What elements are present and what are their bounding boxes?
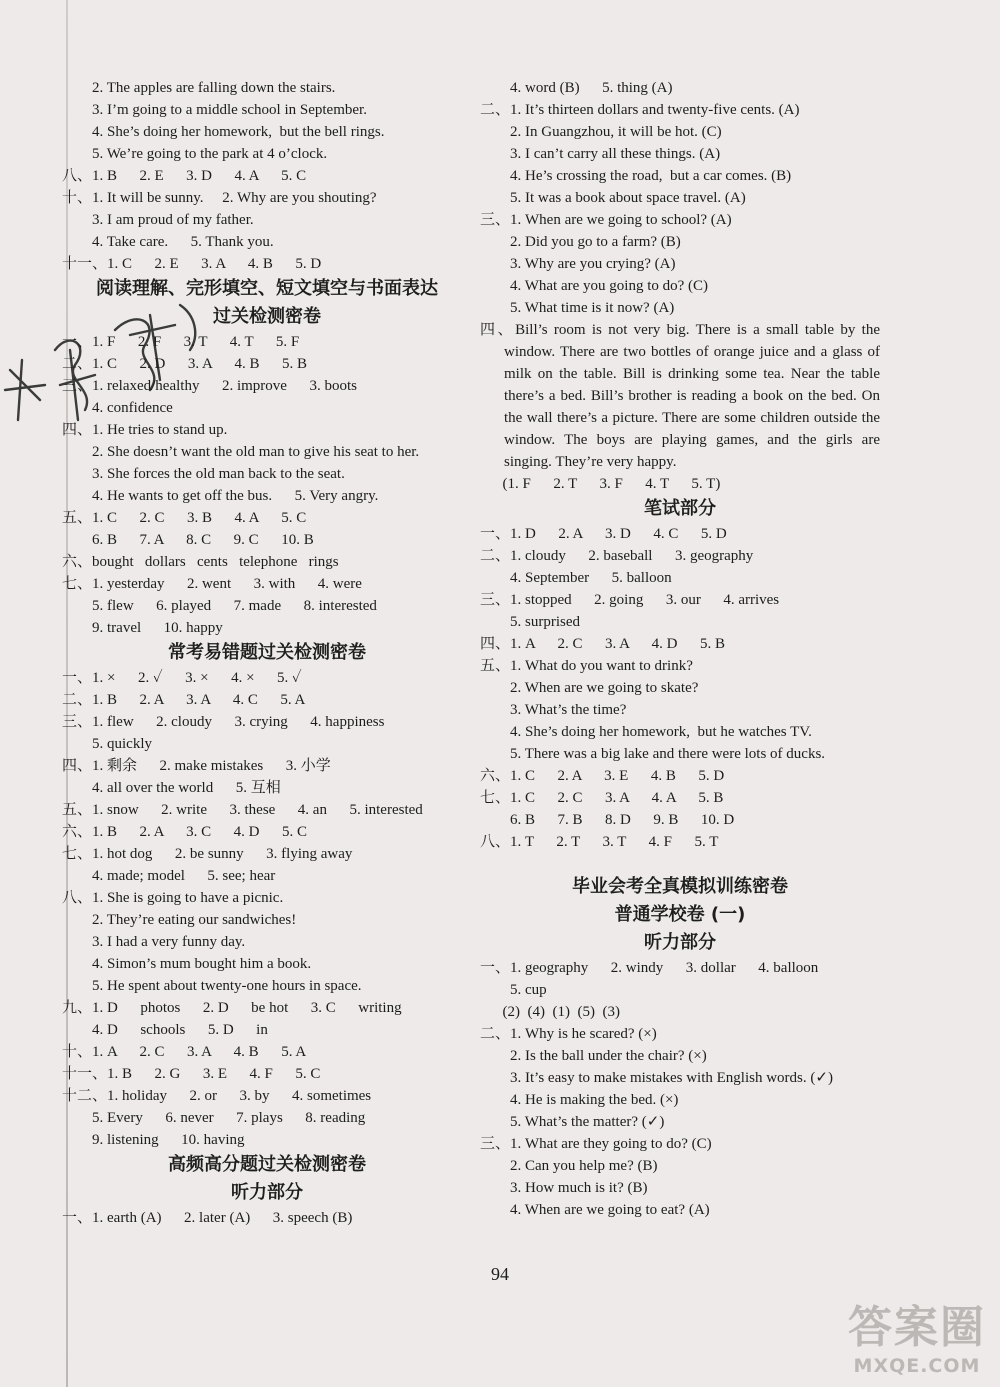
answer-line: 八、1. T 2. T 3. T 4. F 5. T [480,834,719,850]
answer-line: 5. We’re going to the park at 4 o’clock. [62,146,328,162]
left-answer-column [62,77,472,1229]
answer-line: 三、1. When are we going to school? (A) [480,212,732,228]
answer-line: 四、1. He tries to stand up. [62,422,228,438]
answer-line: 3. I am proud of my father. [62,212,254,228]
answer-line: 9. listening 10. having [62,1132,245,1148]
passage-text: 四、Bill’s room is not very big. There is a small table by the window. There are two bottles of orange juice and a glass of milk on the table. Bill is drinking some tea. Near the table there’s a bed. Bill’s brother is reading a book on the bed. On the wall there’s a picture. There are some children outside the window. The boys are playing games, and the girls are singing. They’re very happy. [480,322,880,470]
answer-line: 5. Every 6. never 7. plays 8. reading [62,1110,366,1126]
answer-line: 四、1. A 2. C 3. A 4. D 5. B [480,636,726,652]
watermark-main: 答案圈 [848,1302,986,1353]
answer-line: 一、1. F 2. F 3. T 4. T 5. F [62,334,300,350]
answer-line: 十、1. It will be sunny. 2. Why are you shouting? [62,190,377,206]
answer-line: 3. She forces the old man back to the seat. [62,466,345,482]
answer-line: 二、1. B 2. A 3. A 4. C 5. A [62,692,306,708]
answer-line: 5. What’s the matter? (✓) [480,1114,665,1130]
answer-line: 3. I’m going to a middle school in September. [62,102,367,118]
reading-passage [480,319,880,473]
answer-line: 4. D schools 5. D in [62,1022,268,1038]
answer-line: 五、1. What do you want to drink? [480,658,693,674]
watermark-logo [848,1291,986,1377]
answer-line: 4. Simon’s mum bought him a book. [62,956,312,972]
answer-line: (1. F 2. T 3. F 4. T 5. T) [480,476,721,492]
answer-line: 4. September 5. balloon [480,570,672,586]
section-heading: 过关检测密卷 [213,306,321,327]
answer-line: 6. B 7. A 8. C 9. C 10. B [62,532,314,548]
section-heading: 听力部分 [644,932,716,953]
answer-line: 2. Can you help me? (B) [480,1158,658,1174]
section-heading: 听力部分 [231,1182,303,1203]
watermark-sub: MXQE.COM [853,1355,981,1377]
answer-line: 一、1. × 2. ✓ 3. × 4. × 5. ✓ [62,670,302,686]
section-heading: 高频高分题过关检测密卷 [168,1154,366,1175]
answer-line: 4. made; model 5. see; hear [62,868,276,884]
answer-line: 十、1. A 2. C 3. A 4. B 5. A [62,1044,307,1060]
answer-line: 5. He spent about twenty-one hours in space. [62,978,362,994]
answer-line: 3. How much is it? (B) [480,1180,648,1196]
answer-line: 5. flew 6. played 7. made 8. interested [62,598,377,614]
answer-line: (2) (4) (1) (5) (3) [480,1004,620,1020]
answer-line: 三、1. stopped 2. going 3. our 4. arrives [480,592,780,608]
answer-line: 4. word (B) 5. thing (A) [480,80,673,96]
answer-line: 十一、1. B 2. G 3. E 4. F 5. C [62,1066,321,1082]
answer-line: 5. cup [480,982,547,998]
answer-line: 5. It was a book about space travel. (A) [480,190,746,206]
answer-line: 4. confidence [62,400,173,416]
answer-line: 2. In Guangzhou, it will be hot. (C) [480,124,722,140]
answer-line: 3. I had a very funny day. [62,934,246,950]
answer-line: 4. Take care. 5. Thank you. [62,234,274,250]
answer-line: 一、1. D 2. A 3. D 4. C 5. D [480,526,727,542]
answer-line: 2. When are we going to skate? [480,680,699,696]
answer-line: 4. When are we going to eat? (A) [480,1202,710,1218]
answer-line: 5. There was a big lake and there were lots of ducks. [480,746,826,762]
answer-line: 一、1. geography 2. windy 3. dollar 4. balloon [480,960,819,976]
answer-line: 二、1. It’s thirteen dollars and twenty-five cents. (A) [480,102,800,118]
section-heading: 笔试部分 [644,498,716,519]
answer-line: 三、1. relaxed/healthy 2. improve 3. boots [62,378,357,394]
answer-line: 3. Why are you crying? (A) [480,256,676,272]
answer-line: 2. The apples are falling down the stairs. [62,80,336,96]
answer-line: 2. She doesn’t want the old man to give his seat to her. [62,444,420,460]
answer-line: 六、1. B 2. A 3. C 4. D 5. C [62,824,308,840]
answer-line: 9. travel 10. happy [62,620,223,636]
answer-line: 五、1. C 2. C 3. B 4. A 5. C [62,510,307,526]
section-spacer [480,853,880,873]
answer-line: 八、1. B 2. E 3. D 4. A 5. C [62,168,307,184]
answer-line: 四、1. 剩余 2. make mistakes 3. 小学 [62,758,331,774]
answer-line: 5. surprised [480,614,580,630]
answer-line: 三、1. flew 2. cloudy 3. crying 4. happiness [62,714,385,730]
answer-line: 5. What time is it now? (A) [480,300,675,316]
answer-line: 六、bought dollars cents telephone rings [62,554,339,570]
answer-line: 七、1. hot dog 2. be sunny 3. flying away [62,846,353,862]
answer-line: 3. What’s the time? [480,702,627,718]
answer-line: 4. He’s crossing the road, but a car comes. (B) [480,168,792,184]
answer-line: 3. I can’t carry all these things. (A) [480,146,721,162]
answer-line: 4. all over the world 5. 互相 [62,780,281,796]
section-heading: 普通学校卷 (一) [614,904,746,925]
right-answer-column [480,77,880,1221]
answer-line: 4. What are you going to do? (C) [480,278,709,294]
answer-line: 二、1. Why is he scared? (×) [480,1026,657,1042]
section-heading: 毕业会考全真模拟训练密卷 [572,876,788,897]
answer-line: 4. She’s doing her homework, but the bell rings. [62,124,385,140]
answer-line: 十一、1. C 2. E 3. A 4. B 5. D [62,256,322,272]
answer-line: 4. He is making the bed. (×) [480,1092,679,1108]
answer-line: 5. quickly [62,736,152,752]
answer-line: 4. She’s doing her homework, but he watches TV. [480,724,812,740]
answer-line: 七、1. C 2. C 3. A 4. A 5. B [480,790,724,806]
page-number: 94 [491,1264,509,1284]
answer-line: 2. They’re eating our sandwiches! [62,912,297,928]
answer-line: 六、1. C 2. A 3. E 4. B 5. D [480,768,725,784]
answer-line: 九、1. D photos 2. D be hot 3. C writing [62,1000,402,1016]
answer-line: 七、1. yesterday 2. went 3. with 4. were [62,576,362,592]
answer-line: 4. He wants to get off the bus. 5. Very angry. [62,488,379,504]
answer-line: 一、1. earth (A) 2. later (A) 3. speech (B) [62,1210,353,1226]
answer-line: 6. B 7. B 8. D 9. B 10. D [480,812,735,828]
answer-line: 二、1. C 2. D 3. A 4. B 5. B [62,356,308,372]
answer-line: 八、1. She is going to have a picnic. [62,890,284,906]
answer-line: 2. Is the ball under the chair? (×) [480,1048,707,1064]
answer-line: 3. It’s easy to make mistakes with English words. (✓) [480,1070,833,1086]
section-heading: 阅读理解、完形填空、短文填空与书面表达 [96,278,438,299]
section-heading: 常考易错题过关检测密卷 [168,642,366,663]
answer-line: 二、1. cloudy 2. baseball 3. geography [480,548,754,564]
answer-line: 三、1. What are they going to do? (C) [480,1136,712,1152]
answer-line: 五、1. snow 2. write 3. these 4. an 5. interested [62,802,423,818]
answer-line: 2. Did you go to a farm? (B) [480,234,681,250]
answer-line: 十二、1. holiday 2. or 3. by 4. sometimes [62,1088,372,1104]
